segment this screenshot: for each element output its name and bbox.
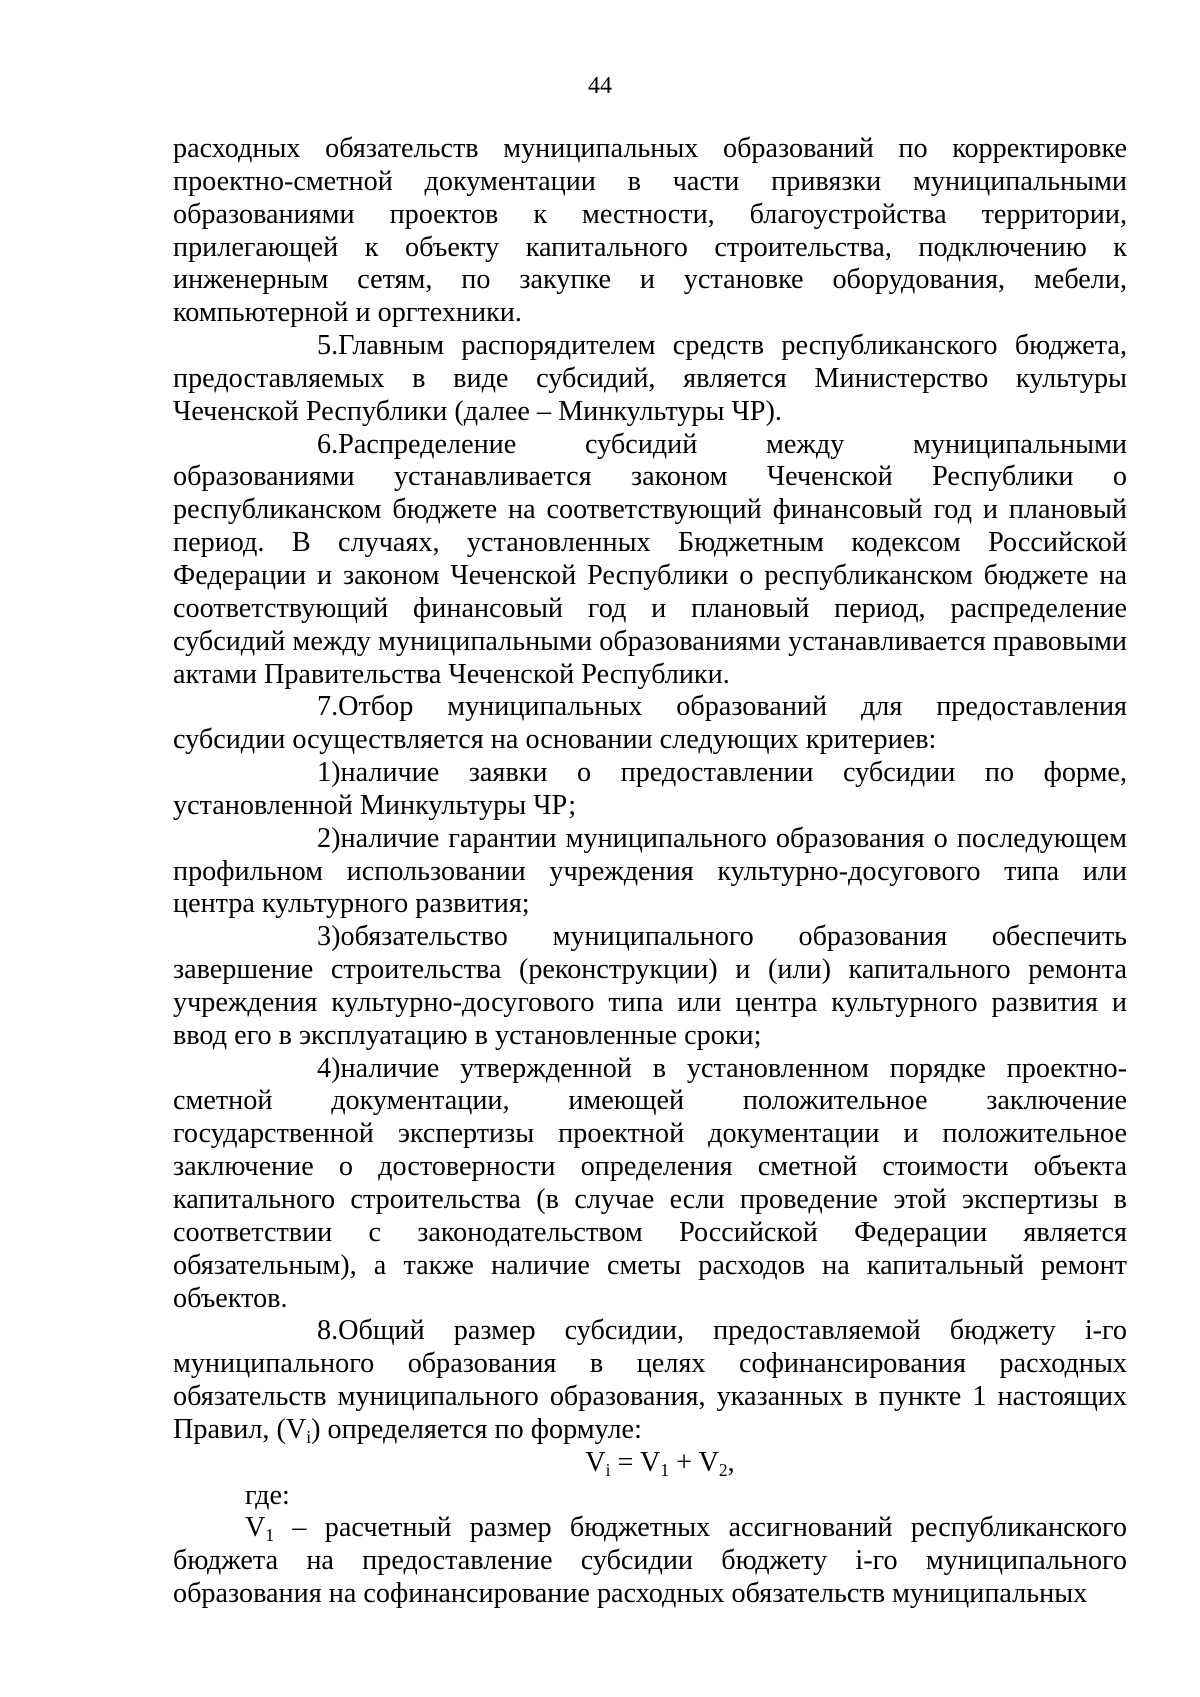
formula-term2-subscript: 2 bbox=[718, 1459, 728, 1480]
definition-v1 bbox=[173, 1512, 1127, 1611]
document-body bbox=[173, 133, 1127, 1611]
criterion-text: наличие утвержденной в установленном порядке проектно-сметной документации, имеющей положительное заключение государственной экспертизы проектной документации и положительное заключение о достоверности определения сметной стоимости объекта капитального строительства (в случае если проведение этой экспертизы в соответствии с законодательством Российской Федерации является обязательным), а также наличие сметы расходов на капитальный ремонт объектов. bbox=[173, 1052, 1127, 1314]
paragraph-text: Отбор муниципальных образований для предоставления субсидии осуществляется на основании следующих критериев: bbox=[173, 691, 1127, 756]
formula-end: , bbox=[727, 1446, 735, 1478]
page-number: 44 bbox=[588, 73, 612, 99]
paragraph-6 bbox=[173, 429, 1127, 692]
paragraph-text-end: ) определяется по формуле: bbox=[311, 1413, 642, 1445]
criterion-text: наличие заявки о предоставлении субсидии по форме, установленной Минкультуры ЧР; bbox=[173, 757, 1127, 821]
criterion-number: 4) bbox=[317, 1052, 341, 1084]
criterion-number: 2) bbox=[317, 822, 341, 854]
criterion-number: 1) bbox=[317, 757, 341, 789]
paragraph-5 bbox=[173, 330, 1127, 429]
criterion-number: 3) bbox=[317, 921, 341, 953]
formula-lhs: V bbox=[585, 1446, 606, 1478]
paragraph-number: 5. bbox=[317, 330, 339, 362]
paragraph-number: 8. bbox=[317, 1315, 339, 1347]
definition-symbol: V bbox=[245, 1512, 266, 1544]
formula-equals: = V bbox=[610, 1446, 661, 1478]
paragraph-continuation: расходных обязательств муниципальных образований по корректировке проектно-сметной документации в части привязки муниципальными образованиями проектов к местности, благоустройства территории, прилегающей к объекту капитального строительства, подключению к инженерным сетям, по закупке и установке оборудования, мебели, компьютерной и оргтехники. bbox=[173, 133, 1127, 329]
formula-term1-subscript: 1 bbox=[660, 1459, 670, 1480]
criterion-3 bbox=[173, 921, 1127, 1052]
paragraph-text: Общий размер субсидии, предоставляемой бюджету i-го муниципального образования в целях софинансирования расходных обязательств муниципального образования, указанных в пункте 1 настоящих Правил, (V bbox=[173, 1315, 1127, 1445]
paragraph-8 bbox=[173, 1315, 1127, 1446]
criterion-text: обязательство муниципального образования обеспечить завершение строительства (реконструкции) и (или) капитального ремонта учреждения культурно-досугового типа или центра культурного развития и ввод его в эксплуатацию в установленные сроки; bbox=[173, 921, 1127, 1051]
paragraph-text: Распределение субсидий между муниципальными образованиями устанавливается законом Чеченской Республики о республиканском бюджете на соответствующий финансовый год и плановый период. В случаях, установленных Бюджетным кодексом Российской Федерации и законом Чеченской Республики о республиканском бюджете на соответствующий финансовый год и плановый период, распределение субсидий между муниципальными образованиями устанавливается правовыми актами Правительства Чеченской Республики. bbox=[173, 428, 1127, 690]
paragraph-text: Главным распорядителем средств республиканского бюджета, предоставляемых в виде субсидий, является Министерство культуры Чеченской Республики (далее – Минкультуры ЧР). bbox=[173, 330, 1127, 427]
definition-text: – расчетный размер бюджетных ассигнований республиканского бюджета на предоставление субсидии бюджету i-го муниципального образования на софинансирование расходных обязательств муниципальных bbox=[173, 1512, 1127, 1610]
paragraph-number: 7. bbox=[317, 691, 339, 723]
paragraph-7 bbox=[173, 691, 1127, 757]
definition-symbol-subscript: 1 bbox=[265, 1525, 275, 1546]
paragraph-number: 6. bbox=[317, 428, 339, 460]
criterion-2 bbox=[173, 823, 1127, 922]
formula-plus: + V bbox=[669, 1446, 719, 1478]
criterion-1 bbox=[173, 757, 1127, 823]
criterion-text: наличие гарантии муниципального образования о последующем профильном использовании учреждения культурно-досугового типа или центра культурного развития; bbox=[173, 822, 1127, 920]
formula-lhs-subscript: i bbox=[605, 1459, 611, 1480]
where-label: где: bbox=[245, 1479, 290, 1511]
subscript: i bbox=[306, 1426, 312, 1447]
criterion-4 bbox=[173, 1053, 1127, 1316]
formula bbox=[173, 1447, 1127, 1480]
